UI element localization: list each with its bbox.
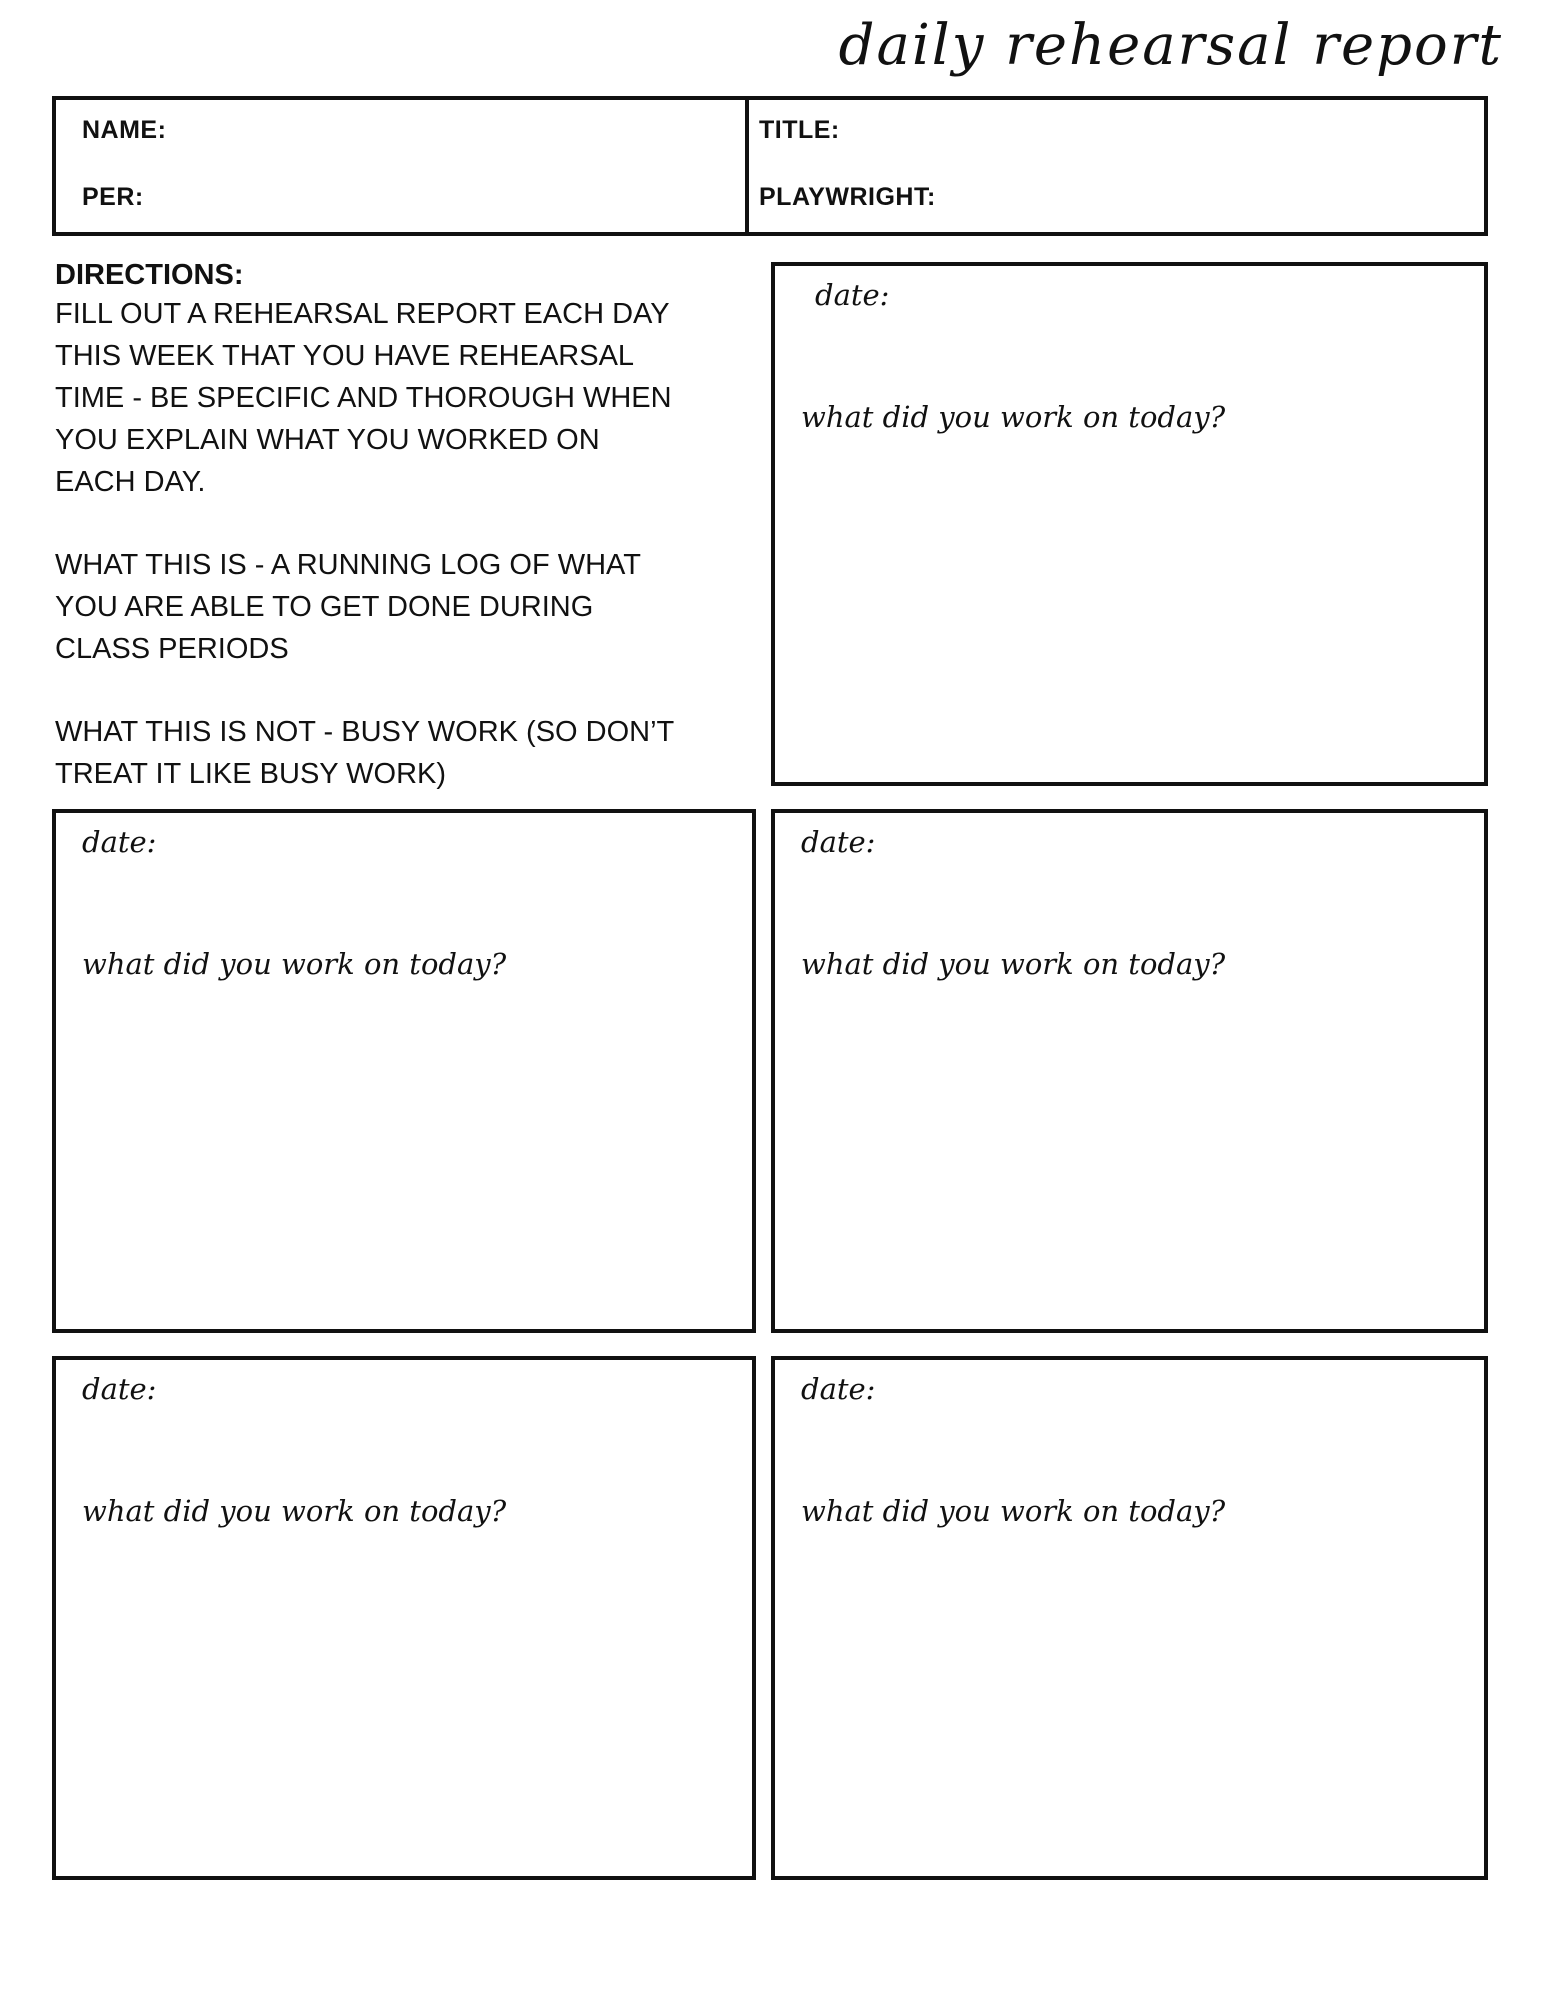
report-date-label: date: bbox=[82, 825, 157, 859]
directions-paragraph: WHAT THIS IS NOT - BUSY WORK (SO DON’T TREAT IT LIKE BUSY WORK) bbox=[55, 716, 675, 790]
report-box[interactable] bbox=[52, 1356, 756, 1880]
period-field-label[interactable]: PER: bbox=[82, 183, 144, 211]
directions-paragraph: FILL OUT A REHEARSAL REPORT EACH DAY THIS WEEK THAT YOU HAVE REHEARSAL TIME - BE SPECIFIC AND THOROUGH WHEN YOU EXPLAIN WHAT YOU WORKED ON EACH DAY. bbox=[55, 298, 672, 498]
title-field-label[interactable]: TITLE: bbox=[759, 116, 840, 144]
header-box bbox=[52, 96, 1488, 236]
report-prompt: what did you work on today? bbox=[801, 1494, 1226, 1528]
report-prompt: what did you work on today? bbox=[801, 947, 1226, 981]
report-date-label: date: bbox=[801, 1372, 876, 1406]
header-divider bbox=[745, 100, 749, 232]
report-date-label: date: bbox=[801, 825, 876, 859]
report-box[interactable] bbox=[771, 262, 1488, 786]
report-prompt: what did you work on today? bbox=[82, 947, 507, 981]
report-date-label: date: bbox=[815, 278, 890, 312]
page-title: daily rehearsal report bbox=[838, 13, 1503, 78]
report-date-label: date: bbox=[82, 1372, 157, 1406]
report-prompt: what did you work on today? bbox=[82, 1494, 507, 1528]
playwright-field-label[interactable]: PLAYWRIGHT: bbox=[759, 183, 936, 211]
name-field-label[interactable]: NAME: bbox=[82, 116, 167, 144]
report-box[interactable] bbox=[771, 809, 1488, 1333]
report-box[interactable] bbox=[771, 1356, 1488, 1880]
directions-paragraph: WHAT THIS IS - A RUNNING LOG OF WHAT YOU ARE ABLE TO GET DONE DURING CLASS PERIODS bbox=[55, 549, 641, 665]
report-prompt: what did you work on today? bbox=[801, 400, 1226, 434]
directions-section bbox=[55, 257, 755, 836]
directions-heading: DIRECTIONS: bbox=[55, 259, 244, 291]
report-box[interactable] bbox=[52, 809, 756, 1333]
